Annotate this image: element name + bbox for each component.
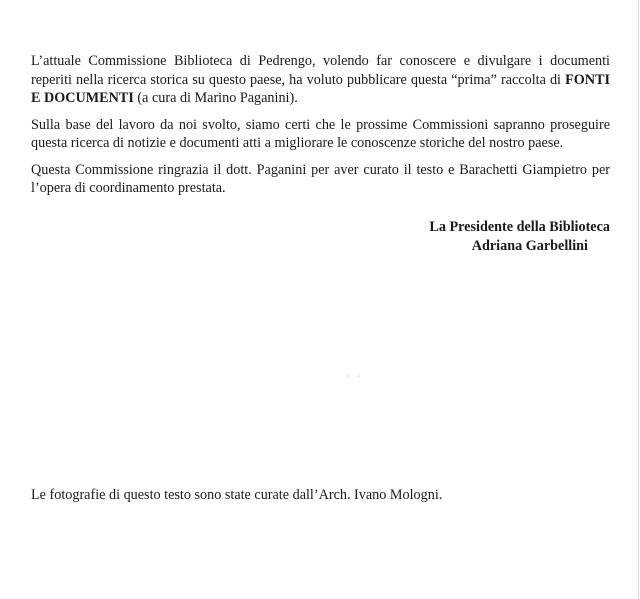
paragraph-commissions: Sulla base del lavoro da noi svolto, siamo certi che le prossime Commissioni sapranno proseguire questa ricerca di notizie e documenti atti a migliorare le conoscenze storiche del nostro paese. [31,116,610,151]
signature-name: Adriana Garbellini [471,237,588,254]
intro-text-after: (a cura di Marino Paganini). [133,90,298,106]
intro-text-before: L’attuale Commissione Biblioteca di Pedrengo, volendo far conoscere e divulgare i documenti reperiti nella ricerca storica su questo paese, ha voluto pubblicare questa “prima” raccolta di [31,53,610,88]
signature-role: La Presidente della Biblioteca [429,219,610,235]
intro-paragraph [31,52,610,108]
signature-block [429,218,610,255]
intro-bold-title: FONTI E DOCUMENTI [31,71,610,106]
body-text [31,52,610,206]
page-edge [638,0,639,599]
photo-credit: Le fotografie di questo testo sono state curate dall’Arch. Ivano Mologni. [31,487,443,503]
paragraph-thanks: Questa Commissione ringrazia il dott. Paganini per aver curato il testo e Barachetti Giampietro per l’opera di coordinamento prestata. [31,161,610,196]
scan-speck: · · [347,372,364,381]
